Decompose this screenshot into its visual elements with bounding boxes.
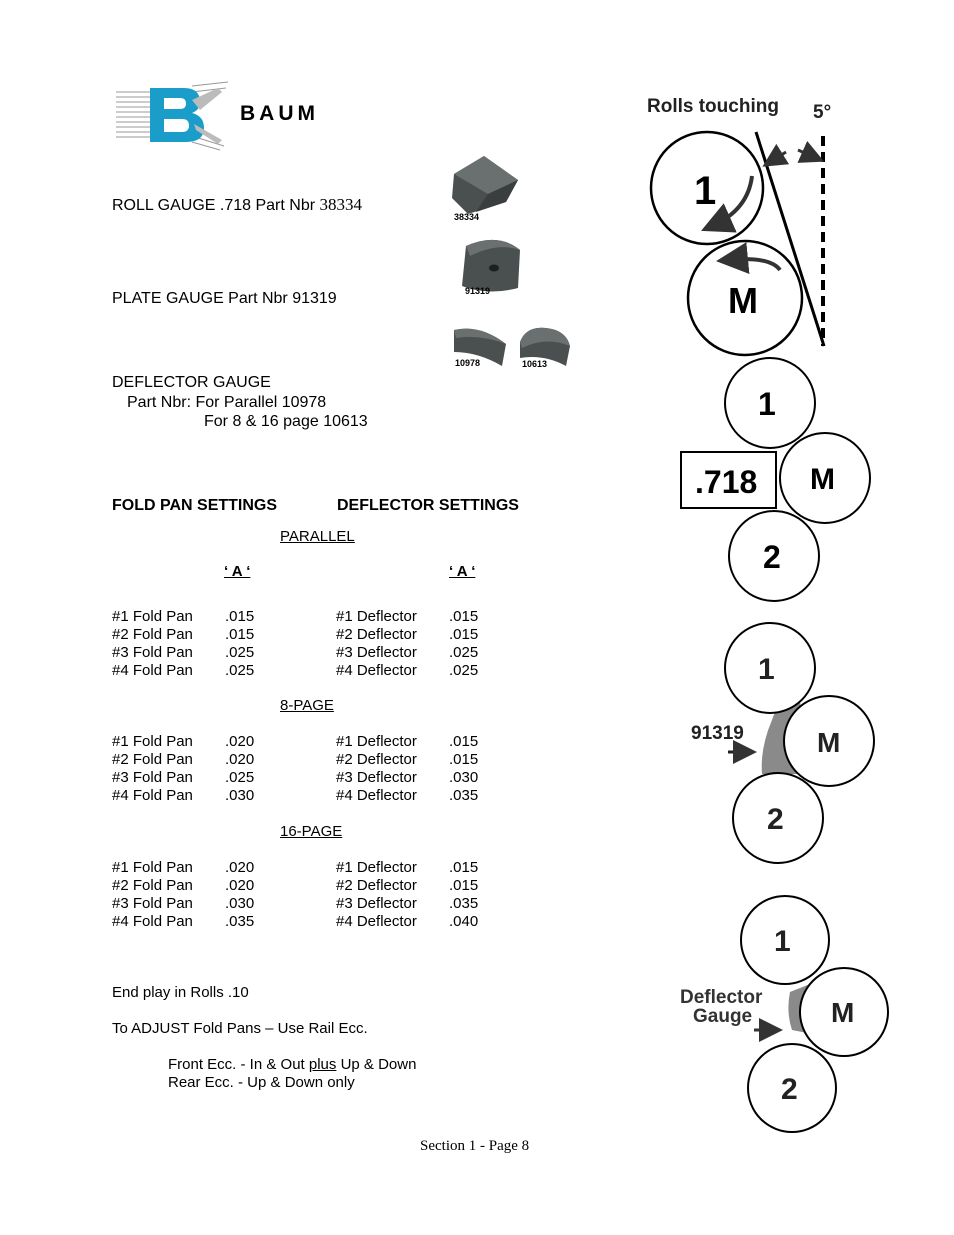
fold-pan-label: #1 Fold Pan bbox=[112, 733, 193, 750]
photo-label-10613: 10613 bbox=[522, 359, 548, 369]
deflector-gauge-page: For 8 & 16 page 10613 bbox=[204, 413, 368, 430]
roll-m-label: M bbox=[817, 727, 841, 758]
deflector-gauge-label-line1: Deflector bbox=[680, 987, 763, 1008]
fold-pan-value: .015 bbox=[225, 626, 255, 643]
roll-gauge-diagram bbox=[681, 358, 870, 601]
angle-label: 5° bbox=[813, 102, 832, 123]
fold-pan-label: #2 Fold Pan bbox=[112, 751, 193, 768]
front-ecc-emphasis: plus bbox=[308, 1056, 337, 1073]
front-ecc-note bbox=[168, 1056, 416, 1074]
plate-gauge-diagram bbox=[691, 623, 874, 863]
deflector-value: .035 bbox=[449, 895, 479, 912]
photo-deflector-10978 bbox=[450, 322, 510, 372]
roll-diagrams bbox=[640, 80, 900, 1140]
section-title-16-page: 16-PAGE bbox=[280, 823, 343, 840]
pointer-arrow-icon bbox=[798, 150, 816, 158]
deflector-label: #4 Deflector bbox=[336, 787, 417, 804]
plate-gauge-line: PLATE GAUGE Part Nbr 91319 bbox=[112, 290, 337, 307]
roll-1-label: 1 bbox=[758, 386, 776, 422]
deflector-value: .015 bbox=[449, 859, 479, 876]
fold-pan-value: .030 bbox=[225, 895, 255, 912]
column-a-deflector: ‘ A ‘ bbox=[449, 563, 476, 580]
fold-pan-value: .025 bbox=[225, 769, 255, 786]
photo-label-91319: 91319 bbox=[465, 286, 491, 296]
deflector-label: #2 Deflector bbox=[336, 626, 417, 643]
fold-pan-label: #1 Fold Pan bbox=[112, 859, 193, 876]
roll-m-label: M bbox=[810, 463, 835, 496]
fold-pan-label: #3 Fold Pan bbox=[112, 644, 193, 661]
roll-2-label: 2 bbox=[763, 539, 781, 575]
deflector-value: .015 bbox=[449, 733, 479, 750]
roll-1-label: 1 bbox=[758, 653, 775, 686]
plate-part-label: 91319 bbox=[691, 723, 744, 744]
plate-gauge-block-icon bbox=[458, 236, 528, 292]
fold-pan-label: #3 Fold Pan bbox=[112, 769, 193, 786]
fold-pan-value: .020 bbox=[225, 751, 255, 768]
section-title-8-page: 8-PAGE bbox=[280, 697, 334, 714]
roll-gauge-block-icon bbox=[448, 152, 523, 214]
adjust-note: To ADJUST Fold Pans – Use Rail Ecc. bbox=[112, 1020, 368, 1037]
deflector-value: .030 bbox=[449, 769, 479, 786]
deflector-value: .035 bbox=[449, 787, 479, 804]
roll-m-label: M bbox=[831, 997, 855, 1028]
deflector-label: #1 Deflector bbox=[336, 733, 417, 750]
deflector-value: .040 bbox=[449, 913, 479, 930]
page-footer: Section 1 - Page 8 bbox=[420, 1138, 530, 1154]
deflector-label: #3 Deflector bbox=[336, 644, 417, 661]
fold-pan-label: #2 Fold Pan bbox=[112, 877, 193, 894]
deflector-label: #1 Deflector bbox=[336, 859, 417, 876]
deflector-label: #2 Deflector bbox=[336, 751, 417, 768]
deflector-value: .015 bbox=[449, 751, 479, 768]
deflector-gauge-label-line2: Gauge bbox=[693, 1006, 753, 1027]
end-play-note: End play in Rolls .10 bbox=[112, 984, 249, 1001]
roll-1-label: 1 bbox=[774, 925, 791, 958]
front-ecc-text: Front Ecc. - In & Out bbox=[168, 1056, 309, 1073]
deflector-value: .015 bbox=[449, 877, 479, 894]
deflector-label: #4 Deflector bbox=[336, 662, 417, 679]
gauge-718-label: .718 bbox=[695, 464, 758, 500]
roll-gauge-part-number: 38334 bbox=[319, 195, 362, 214]
deflector-settings-heading: DEFLECTOR SETTINGS bbox=[337, 497, 519, 514]
photo-label-10978: 10978 bbox=[455, 358, 481, 368]
fold-pan-label: #4 Fold Pan bbox=[112, 787, 193, 804]
roll-gauge-line bbox=[112, 196, 362, 215]
deflector-gauge-diagram bbox=[680, 896, 888, 1132]
fold-pan-value: .030 bbox=[225, 787, 255, 804]
logo-name: BAUM bbox=[240, 102, 319, 125]
deflector-label: #1 Deflector bbox=[336, 608, 417, 625]
fold-pan-label: #3 Fold Pan bbox=[112, 895, 193, 912]
deflector-gauge-title: DEFLECTOR GAUGE bbox=[112, 374, 271, 391]
fold-pan-label: #2 Fold Pan bbox=[112, 626, 193, 643]
section-title-parallel: PARALLEL bbox=[280, 528, 355, 545]
fold-pan-label: #4 Fold Pan bbox=[112, 662, 193, 679]
photo-deflector-10613 bbox=[516, 322, 574, 372]
photo-roll-gauge bbox=[448, 152, 523, 224]
fold-pan-label: #4 Fold Pan bbox=[112, 913, 193, 930]
roll-1-label: 1 bbox=[694, 169, 717, 213]
baum-logo-mark bbox=[114, 80, 234, 152]
fold-pan-value: .020 bbox=[225, 859, 255, 876]
roll-m-label: M bbox=[728, 280, 758, 321]
fold-pan-settings-heading: FOLD PAN SETTINGS bbox=[112, 497, 278, 514]
fold-pan-value: .020 bbox=[225, 877, 255, 894]
fold-pan-value: .025 bbox=[225, 644, 255, 661]
pointer-arrow-icon bbox=[770, 152, 786, 162]
fold-pan-value: .035 bbox=[225, 913, 255, 930]
roll-gauge-label: ROLL GAUGE .718 Part Nbr bbox=[112, 197, 316, 214]
rolls-touching-diagram bbox=[647, 96, 831, 355]
deflector-value: .015 bbox=[449, 608, 479, 625]
deflector-value: .025 bbox=[449, 662, 479, 679]
fold-pan-value: .015 bbox=[225, 608, 255, 625]
fold-pan-value: .025 bbox=[225, 662, 255, 679]
fold-pan-label: #1 Fold Pan bbox=[112, 608, 193, 625]
column-a-fold-pan: ‘ A ‘ bbox=[224, 563, 251, 580]
photo-plate-gauge bbox=[458, 236, 528, 300]
deflector-value: .025 bbox=[449, 644, 479, 661]
deflector-label: #4 Deflector bbox=[336, 913, 417, 930]
roll-2-label: 2 bbox=[767, 803, 784, 836]
rolls-touching-title: Rolls touching bbox=[647, 96, 779, 117]
deflector-label: #2 Deflector bbox=[336, 877, 417, 894]
fold-pan-value: .020 bbox=[225, 733, 255, 750]
baum-logo bbox=[114, 80, 324, 152]
deflector-label: #3 Deflector bbox=[336, 769, 417, 786]
deflector-value: .015 bbox=[449, 626, 479, 643]
front-ecc-text-end: Up & Down bbox=[336, 1056, 417, 1073]
deflector-label: #3 Deflector bbox=[336, 895, 417, 912]
deflector-gauge-parallel: Part Nbr: For Parallel 10978 bbox=[127, 394, 327, 411]
rear-ecc-note: Rear Ecc. - Up & Down only bbox=[168, 1074, 355, 1091]
photo-label-38334: 38334 bbox=[454, 212, 480, 222]
roll-2-label: 2 bbox=[781, 1073, 798, 1106]
